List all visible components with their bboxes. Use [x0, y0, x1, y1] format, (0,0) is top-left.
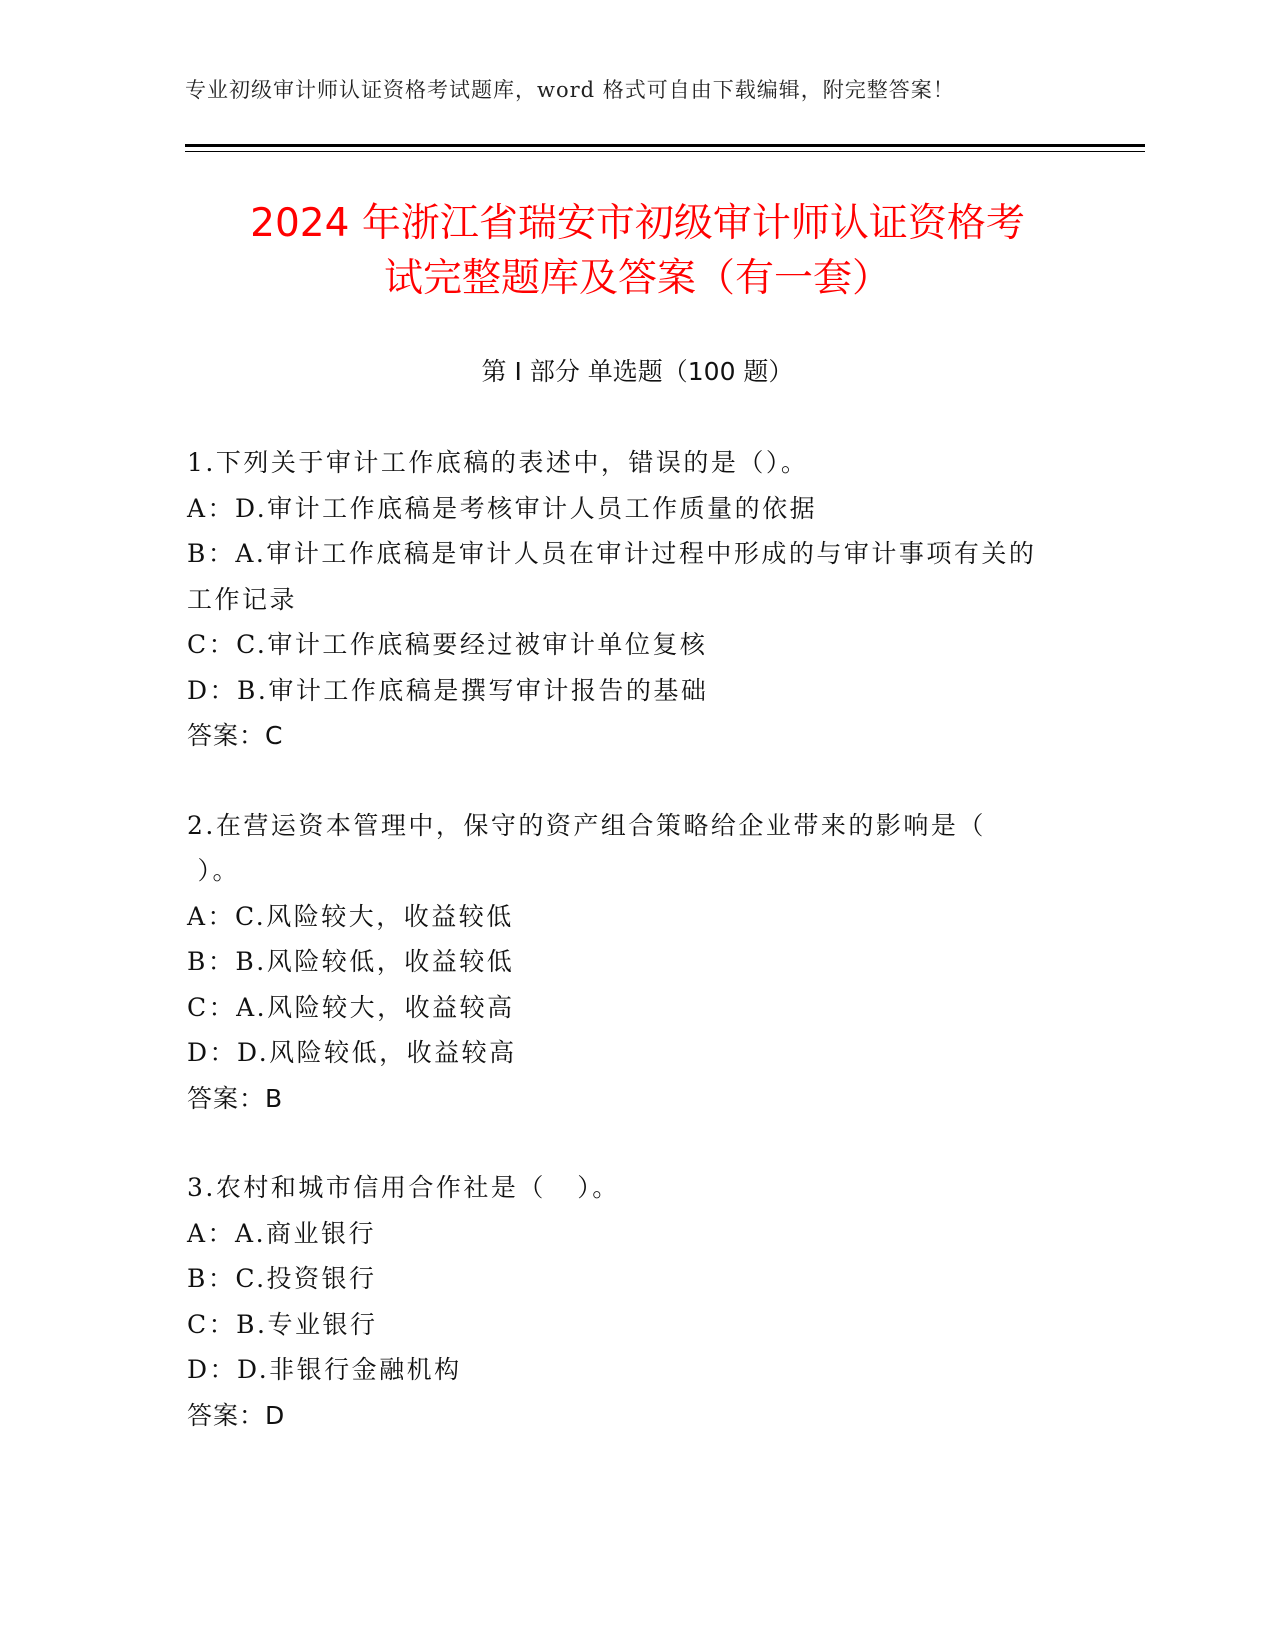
option-d: D：D.非银行金融机构 [187, 1355, 462, 1384]
option-d: D：D.风险较低，收益较高 [187, 1038, 517, 1067]
section-title: 第 I 部分 单选题（100 题） [481, 357, 794, 386]
document-title [185, 196, 1090, 306]
question-stem: 1.下列关于审计工作底稿的表述中，错误的是（）。 [187, 448, 809, 477]
question-2 [187, 803, 1087, 1122]
question-stem: 2.在营运资本管理中，保守的资产组合策略给企业带来的影响是（ [187, 810, 986, 840]
question-stem: 3.农村和城市信用合作社是（ ）。 [187, 1173, 620, 1202]
header-rule-thick [185, 144, 1145, 147]
option-a: A：D.审计工作底稿是考核审计人员工作质量的依据 [187, 493, 818, 523]
answer-line: 答案：B [187, 1083, 284, 1113]
option-c: C：A.风险较大，收益较高 [187, 992, 515, 1022]
question-1 [187, 440, 1087, 759]
option-c: C：C.审计工作底稿要经过被审计单位复核 [187, 630, 708, 659]
question-stem-continued: ）。 [187, 856, 240, 885]
option-a: A：A.商业银行 [187, 1218, 377, 1248]
option-d: D：B.审计工作底稿是撰写审计报告的基础 [187, 675, 709, 705]
question-list [187, 440, 1087, 1482]
answer-line: 答案：C [187, 721, 284, 750]
answer-line: 答案：D [187, 1400, 286, 1430]
document-title-line-1: 2024 年浙江省瑞安市初级审计师认证资格考 [250, 201, 1025, 246]
option-b: B：A.审计工作底稿是审计人员在审计过程中形成的与审计事项有关的 [187, 539, 1037, 568]
header-rule-thin [185, 151, 1145, 152]
option-b: B：C.投资银行 [187, 1264, 377, 1293]
option-b-continued: 工作记录 [187, 584, 298, 614]
option-b: B：B.风险较低，收益较低 [187, 947, 515, 976]
option-a: A：C.风险较大，收益较低 [187, 901, 514, 931]
document-title-line-2: 试完整题库及答案（有一套） [383, 256, 891, 301]
header-note: 专业初级审计师认证资格考试题库，word 格式可自由下载编辑，附完整答案！ [185, 78, 955, 102]
option-c: C：B.专业银行 [187, 1309, 378, 1339]
question-3 [187, 1165, 1087, 1438]
